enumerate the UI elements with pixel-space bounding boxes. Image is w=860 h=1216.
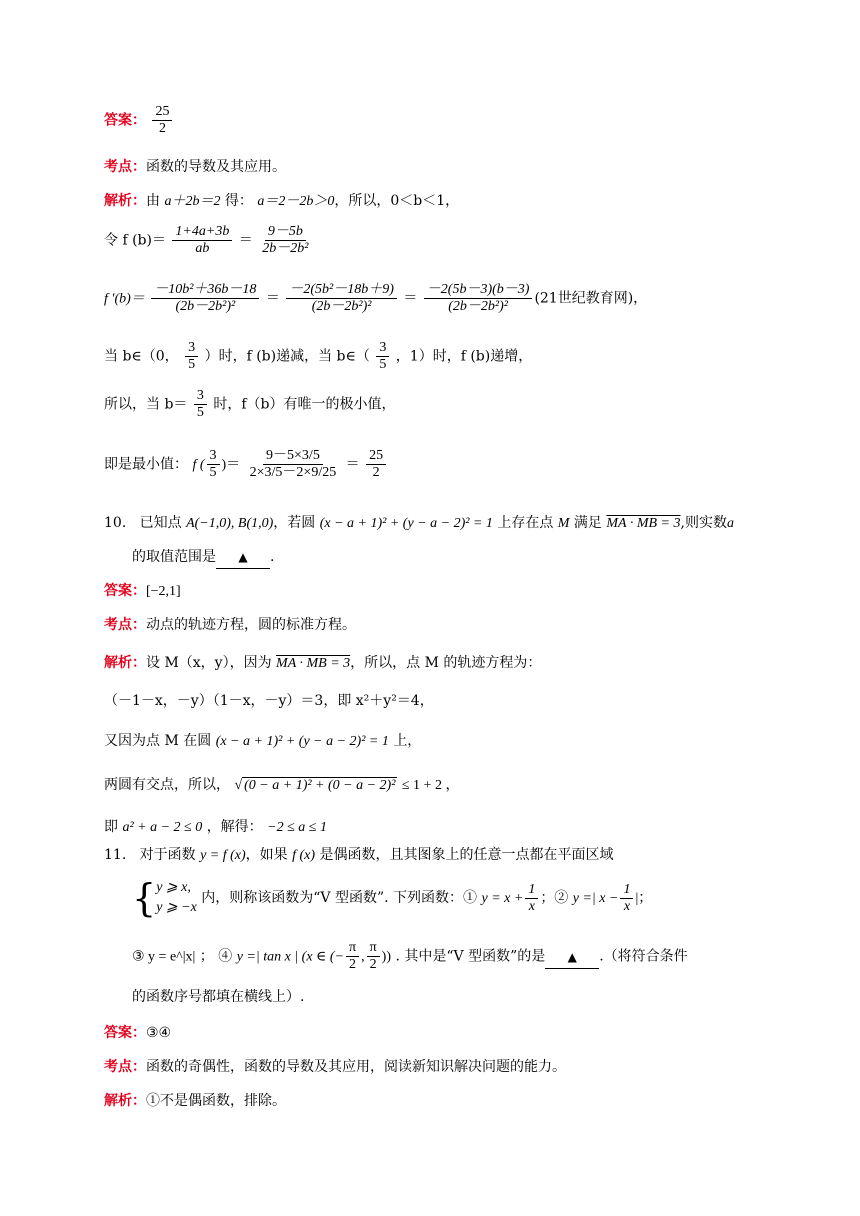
fraction: $\frac{3}{5}$	[207, 448, 220, 481]
analysis-label: 解析：	[104, 193, 146, 209]
q11-stem-line: 11. 对于函数 y = f (x)，如果 f (x) 是偶函数，且其图象上的任意一点都在平面区域	[104, 847, 614, 863]
fraction: $\frac{1}{x}$	[620, 882, 633, 915]
answer-label: 答案：	[104, 583, 146, 599]
fraction: $\frac{1}{x}$	[525, 882, 538, 915]
q11-analysis-line: 解析：①不是偶函数，排除。	[104, 1093, 286, 1109]
q9-answer-fraction: $\frac{25}{2}$	[152, 104, 172, 137]
answer-label: 答案：	[104, 112, 146, 129]
q10-analysis-line-1: 解析：设 M（x，y），因为 MA · MB = 3，所以，点 M 的轨迹方程为：	[104, 655, 542, 671]
q9-answer-line	[104, 104, 800, 137]
q9-point-line	[104, 156, 800, 178]
answer-blank: ▲	[216, 546, 270, 569]
q11-answer-line: 答案：③④	[104, 1025, 172, 1041]
fraction: $\frac{\pi}{2}$	[346, 940, 359, 973]
fraction: $\frac{9-5b}{\text{2b－2b²}}$	[262, 224, 309, 256]
q9-analysis-line: 解析：由 a＋2b＝2 得： a＝2－2b＞0，所以，0＜b＜1，	[104, 193, 460, 209]
fraction: $\frac{9-5\times 3/5}{2\times 3/5-2\times 9/25}$	[249, 448, 337, 480]
sqrt-expression: √ (0 − a + 1)² + (0 − a − 2)²	[234, 778, 396, 793]
fraction: $\frac{\text{－10b²＋36b－18}}{\text{(2b－2b²)²}}$	[151, 282, 259, 315]
q9-point-text: 函数的导数及其应用。	[146, 159, 286, 175]
q9-min-value-line: 即是最小值： f ( $\frac{3}{5}$ )＝ $\frac{9-5\times 3/5}{2\times 3/5-2\times 9/25}$ ＝ $\frac{25}{2}$	[104, 448, 800, 481]
point-label: 考点：	[104, 1059, 146, 1075]
q10-answer-line: 答案：[−2,1]	[104, 583, 181, 599]
q10-analysis-line-3: 又因为点 M 在圆 (x − a + 1)² + (y − a − 2)² = 1 上，	[104, 733, 422, 749]
q10-analysis-line-4: 两圆有交点，所以， √ (0 − a + 1)² + (0 − a − 2)² ≤ 1 + 2 ，	[104, 777, 460, 793]
q10-stem-line-2: 的取值范围是 ▲ .	[132, 546, 800, 569]
fraction: $\frac{-2(5b-3)(b-3)}{\text{(2b－2b²)²}}$	[424, 282, 533, 315]
point-label: 考点：	[104, 617, 146, 633]
q9-derivative-line: f ′(b)＝ $\frac{\text{－10b²＋36b－18}}{\text{(2b－2b²)²}}$ ＝ $\frac{\text{－2(5b²－18b＋9)}}{\text{(2b－2b²)²}}$ ＝ $\frac{-2(5b-3)(b-3)}{\text{(2b－2b²)²}}$ (21世纪教育网)，	[104, 282, 648, 314]
q11-point-line: 考点：函数的奇偶性，函数的导数及其应用，阅读新知识解决问题的能力。	[104, 1059, 566, 1075]
q9-minimum-line: 所以，当 b＝ $\frac{3}{5}$ 时，f（b）有唯一的极小值，	[104, 388, 396, 420]
fraction: $\frac{3}{5}$	[376, 340, 389, 373]
analysis-label: 解析：	[104, 1093, 146, 1109]
region-system: { y ⩾ x, y ⩾ −x	[132, 876, 197, 920]
fraction: $\frac{25}{2}$	[366, 448, 386, 481]
answer-label: 答案：	[104, 1025, 146, 1041]
q10-stem-line: 10. 已知点 A(−1,0), B(1,0)，若圆 (x − a + 1)² + (y − a − 2)² = 1 上存在点 M 满足 MA · MB = 3,则实数a	[104, 515, 734, 531]
q9-fb-line: 令 f (b)＝ $\frac{1+4a+3b}{ab}$ ＝ $\frac{9-5b}{\text{2b－2b²}}$	[104, 224, 800, 257]
q10-point-line: 考点：动点的轨迹方程，圆的标准方程。	[104, 617, 356, 633]
q10-analysis-line-2: （－1－x，－y）（1－x，－y）＝3，即 x²＋y²＝4，	[104, 693, 434, 709]
fraction: $\frac{\text{－2(5b²－18b＋9)}}{\text{(2b－2b²)²}}$	[286, 282, 397, 315]
fraction: $\frac{3}{5}$	[194, 388, 207, 421]
q11-options-line: ③ y = e^|x| ； ④ y =| tan x | (x ∈ (− $\frac{\pi}{2}$ , $\frac{\pi}{2}$ )) . 其中是“V 型函数”的是 ▲ .（将符合条件	[132, 940, 688, 972]
q11-stem-end-line: 的函数序号都填在横线上）.	[132, 989, 305, 1005]
answer-blank: ▲	[545, 946, 599, 969]
fraction: $\frac{\pi}{2}$	[367, 940, 380, 973]
analysis-label: 解析：	[104, 655, 146, 671]
q10-analysis-line-5: 即 a² + a − 2 ≤ 0 ，解得： −2 ≤ a ≤ 1	[104, 819, 327, 835]
fraction: $\frac{1+4a+3b}{ab}$	[172, 224, 232, 257]
q9-monotonic-line: 当 b∈（0， $\frac{3}{5}$ ）时，f (b)递减，当 b∈（ $\frac{3}{5}$ ，1）时，f (b)递增，	[104, 340, 533, 372]
fraction: $\frac{3}{5}$	[185, 340, 198, 373]
q11-region-line: { y ⩾ x, y ⩾ −x 内，则称该函数为“V 型函数”. 下列函数：① y = x + $\frac{1}{x}$ ；② y =| x − $\frac{1}{x}$ |；	[132, 876, 653, 920]
point-label: 考点：	[104, 159, 146, 175]
